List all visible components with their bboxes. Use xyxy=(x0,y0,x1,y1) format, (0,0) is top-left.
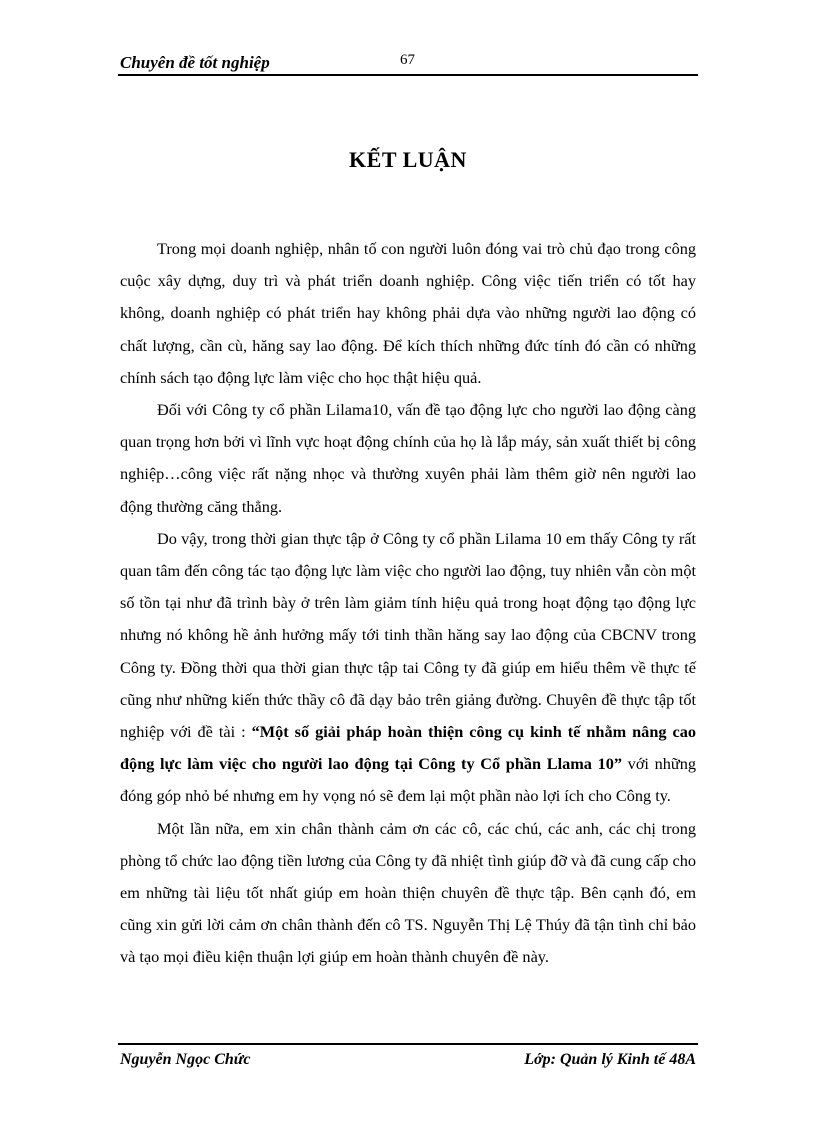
page-header xyxy=(118,50,698,76)
footer-author: Nguyễn Ngọc Chức xyxy=(120,1051,251,1068)
header-title: Chuyên đề tốt nghiệp xyxy=(120,53,270,72)
paragraph-3-text-end: với những đóng góp nhỏ bé nhưng em hy vọng nó sẽ đem lại một phần nào lợi ích cho Công ty. xyxy=(120,754,696,806)
footer-class: Lớp: Quản lý Kinh tế 48A xyxy=(524,1051,696,1068)
body-text xyxy=(120,233,696,974)
thesis-topic: “Một số giải pháp hoàn thiện công cụ kinh tế nhằm nâng cao động lực làm việc cho người lao động tại Công ty Cổ phần Llama 10” xyxy=(120,722,696,774)
paragraph-4: Một lần nữa, em xin chân thành cảm ơn các cô, các chú, các anh, các chị trong phòng tổ chức lao động tiền lương của Công ty đã nhiệt tình giúp đỡ và đã cung cấp cho em những tài liệu tốt nhất giúp em hoàn thiện chuyên đề thực tập. Bên cạnh đó, em cũng xin gửi lời cảm ơn chân thành đến cô TS. Nguyễn Thị Lệ Thúy đã tận tình chỉ bảo và tạo mọi điều kiện thuận lợi giúp em hoàn thành chuyên đề này. xyxy=(120,818,696,967)
page-title: KẾT LUẬN xyxy=(349,147,467,172)
footer-rule xyxy=(118,1043,698,1045)
paragraph-3-text-start: Do vậy, trong thời gian thực tập ở Công ty cổ phần Lilama 10 em thấy Công ty rất quan tâm đến công tác tạo động lực làm việc cho người lao động, tuy nhiên vẫn còn một số tồn tại như đã trình bày ở trên làm giảm tính hiệu quả trong hoạt động tạo động lực nhưng nó không hề ảnh hưởng mấy tới tinh thần hăng say lao động của CBCNV trong Công ty. Đồng thời qua thời gian thực tập tai Công ty đã giúp em hiểu thêm về thực tế cũng như những kiến thức thầy cô đã dạy bảo trên giảng đường. Chuyên đề thực tập tốt nghiệp với đề tài : xyxy=(120,528,696,742)
header-rule xyxy=(118,74,698,76)
paragraph-1: Trong mọi doanh nghiệp, nhân tố con người luôn đóng vai trò chủ đạo trong công cuộc xây dựng, duy trì và phát triển doanh nghiệp. Công việc tiến triển có tốt hay không, doanh nghiệp có phát triển hay không phải dựa vào những người lao động có chất lượng, cần cù, hăng say lao động. Để kích thích những đức tính đó cần có những chính sách tạo động lực làm việc cho học thật hiệu quả. xyxy=(120,239,696,387)
paragraph-3 xyxy=(120,523,696,813)
paragraph-2: Đối với Công ty cổ phần Lilama10, vấn đề tạo động lực cho người lao động càng quan trọng hơn bởi vì lĩnh vực hoạt động chính của họ là lắp máy, sản xuất thiết bị công nghiệp…công việc rất nặng nhọc và thường xuyên phải làm thêm giờ nên người lao động thường căng thẳng. xyxy=(120,400,696,516)
page-number: 67 xyxy=(400,52,415,68)
